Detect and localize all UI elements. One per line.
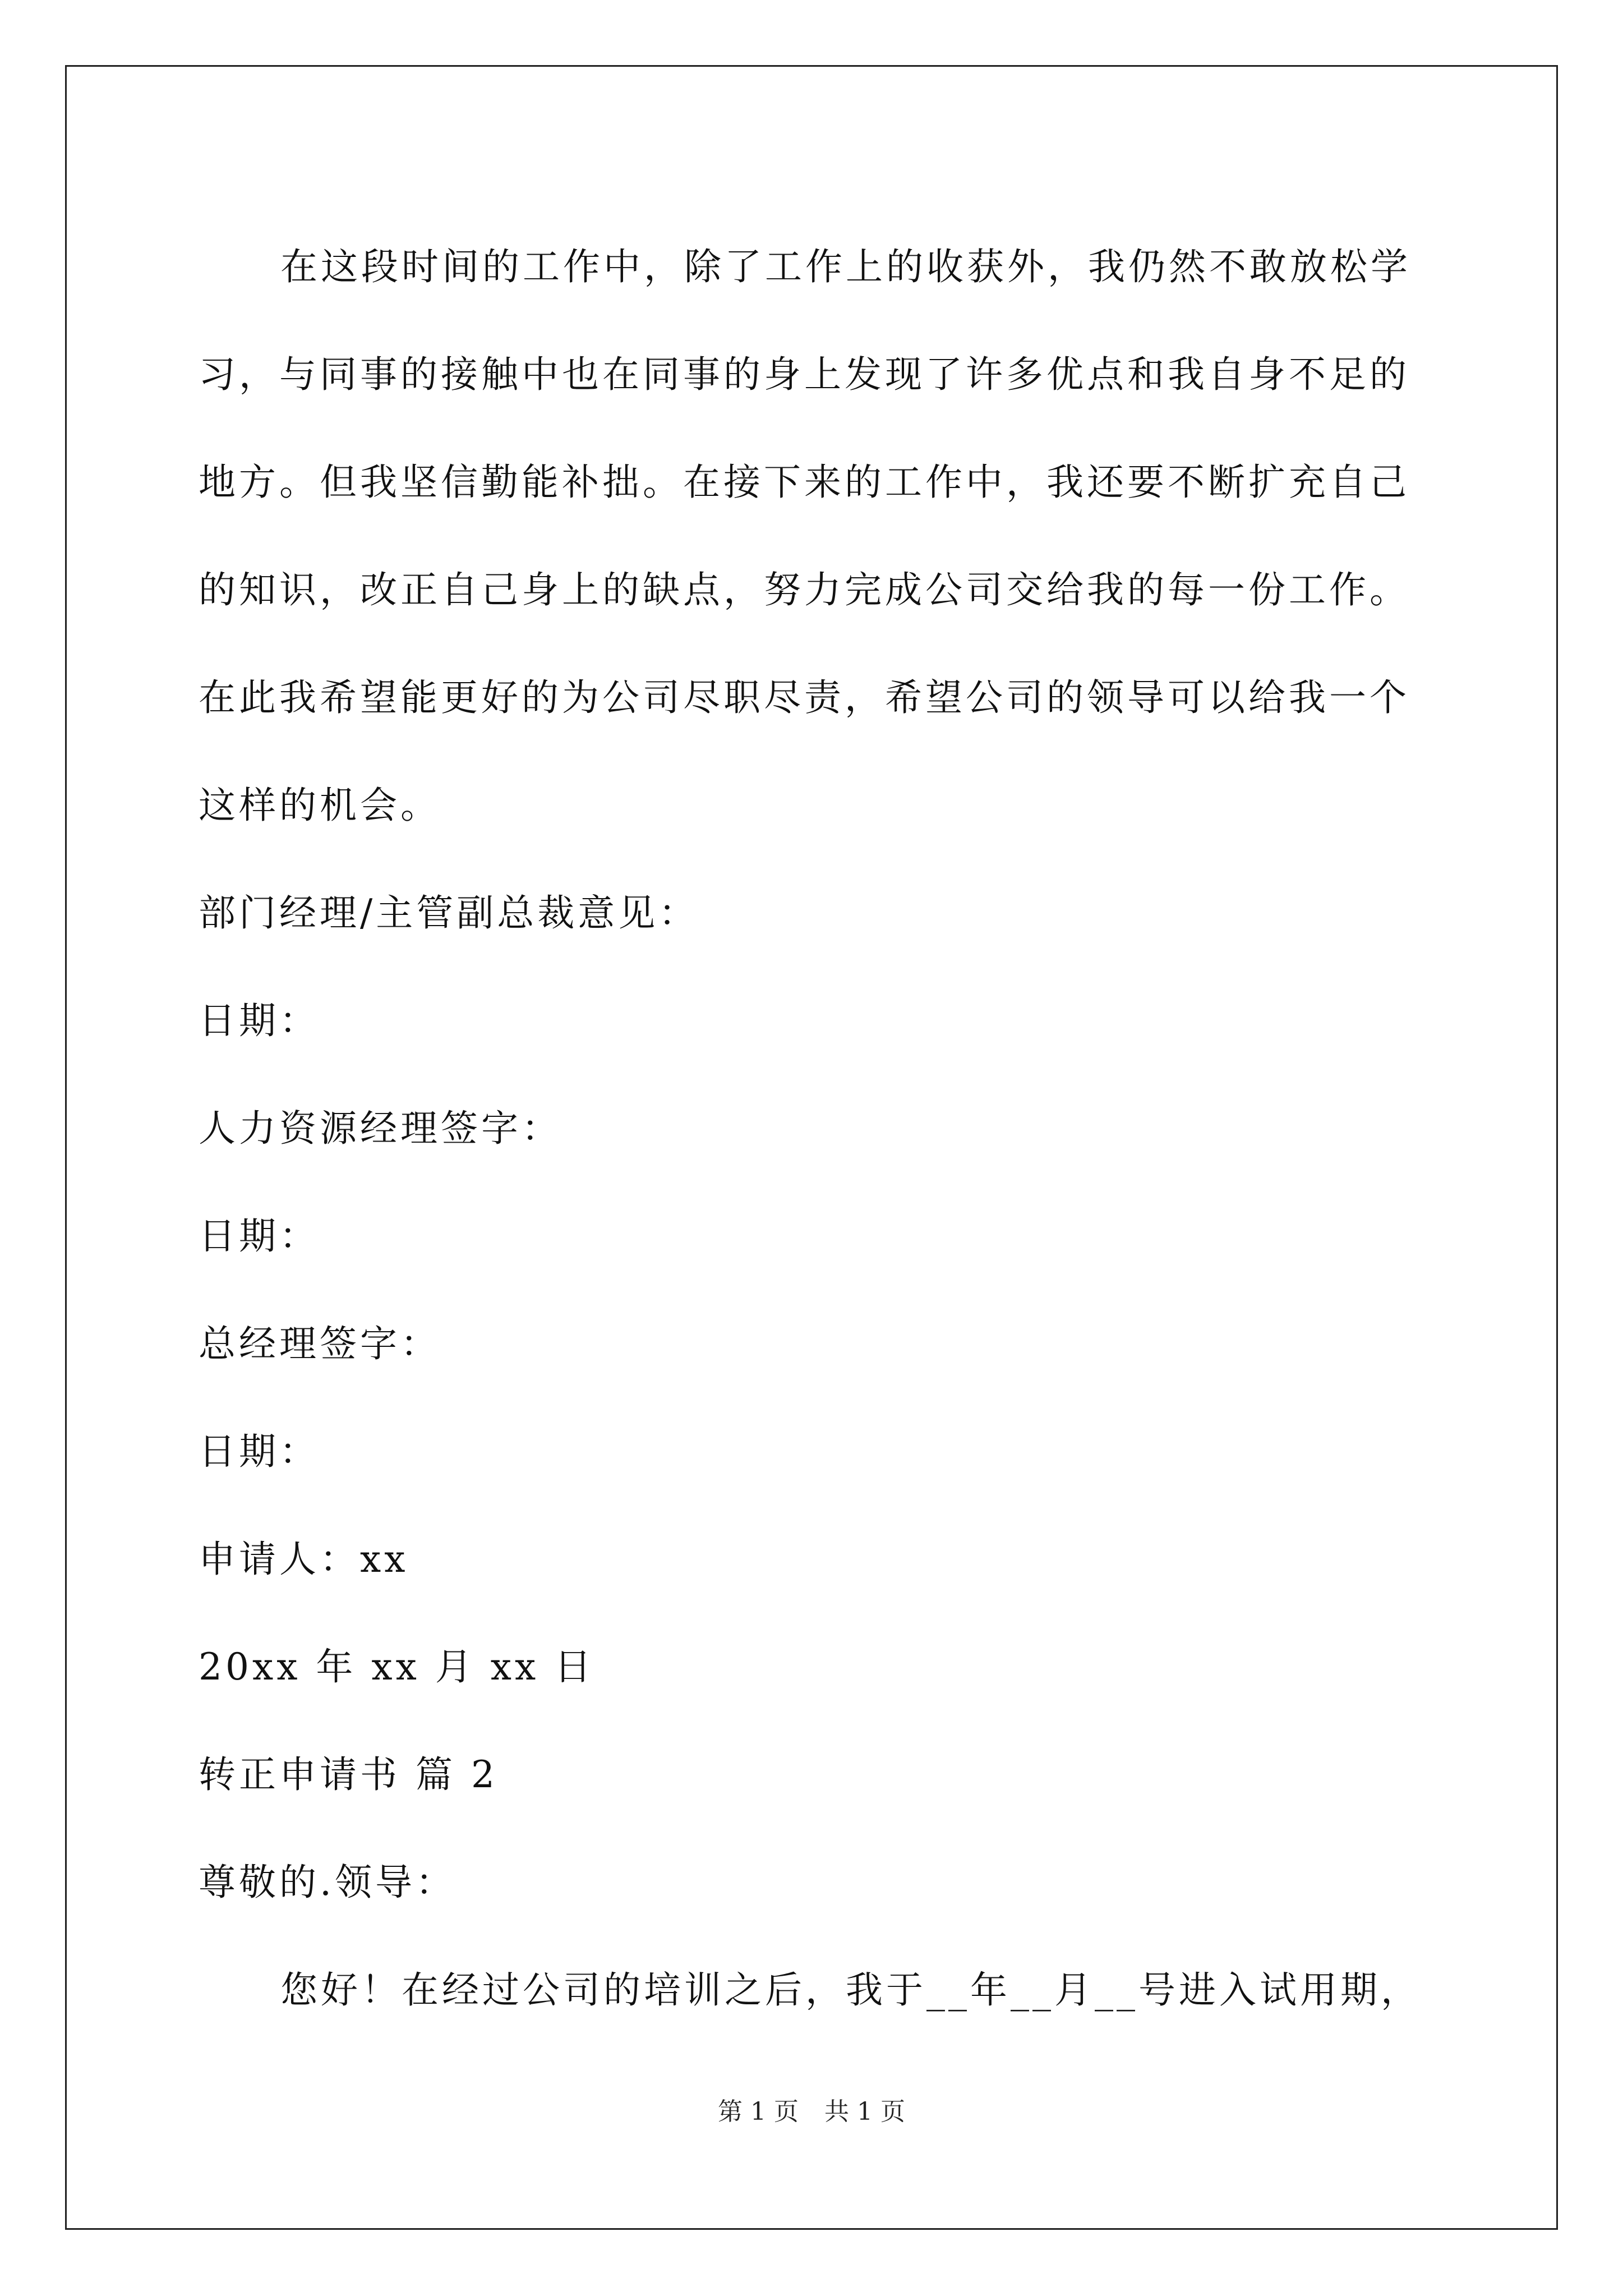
date-label: 日期： [199,1214,320,1258]
page-total: 共 1 页 [824,2097,905,2126]
paragraph-line: 这样的机会。 [199,784,441,827]
section-title: 转正申请书 篇 2 [199,1753,498,1796]
paragraph-line: 习，与同事的接触中也在同事的身上发现了许多优点和我自身不足的 [199,353,1410,396]
salutation: 尊敬的.领导： [199,1861,456,1904]
page-footer [0,2095,1623,2129]
date-label: 日期： [199,999,320,1042]
applicant-name: 申请人：xx [199,1538,409,1581]
paragraph-line: 在此我希望能更好的为公司尽职尽责，希望公司的领导可以给我一个 [199,676,1410,719]
document-body [199,213,1427,2044]
general-manager-signature: 总经理签字： [199,1322,441,1365]
application-date: 20xx 年 xx 月 xx 日 [199,1645,595,1688]
paragraph-line: 地方。但我坚信勤能补拙。在接下来的工作中，我还要不断扩充自己 [199,461,1410,504]
dept-manager-opinion: 部门经理/主管副总裁意见： [199,891,699,935]
date-label: 日期： [199,1430,320,1473]
paragraph-line: 在这段时间的工作中，除了工作上的收获外，我仍然不敢放松学 [280,245,1411,288]
page-number: 第 1 页 [718,2097,799,2126]
hr-manager-signature: 人力资源经理签字： [199,1107,562,1150]
paragraph-line: 的知识，改正自己身上的缺点，努力完成公司交给我的每一份工作。 [199,568,1410,611]
paragraph-line: 您好！在经过公司的培训之后，我于__年__月__号进入试用期， [280,1968,1421,2012]
